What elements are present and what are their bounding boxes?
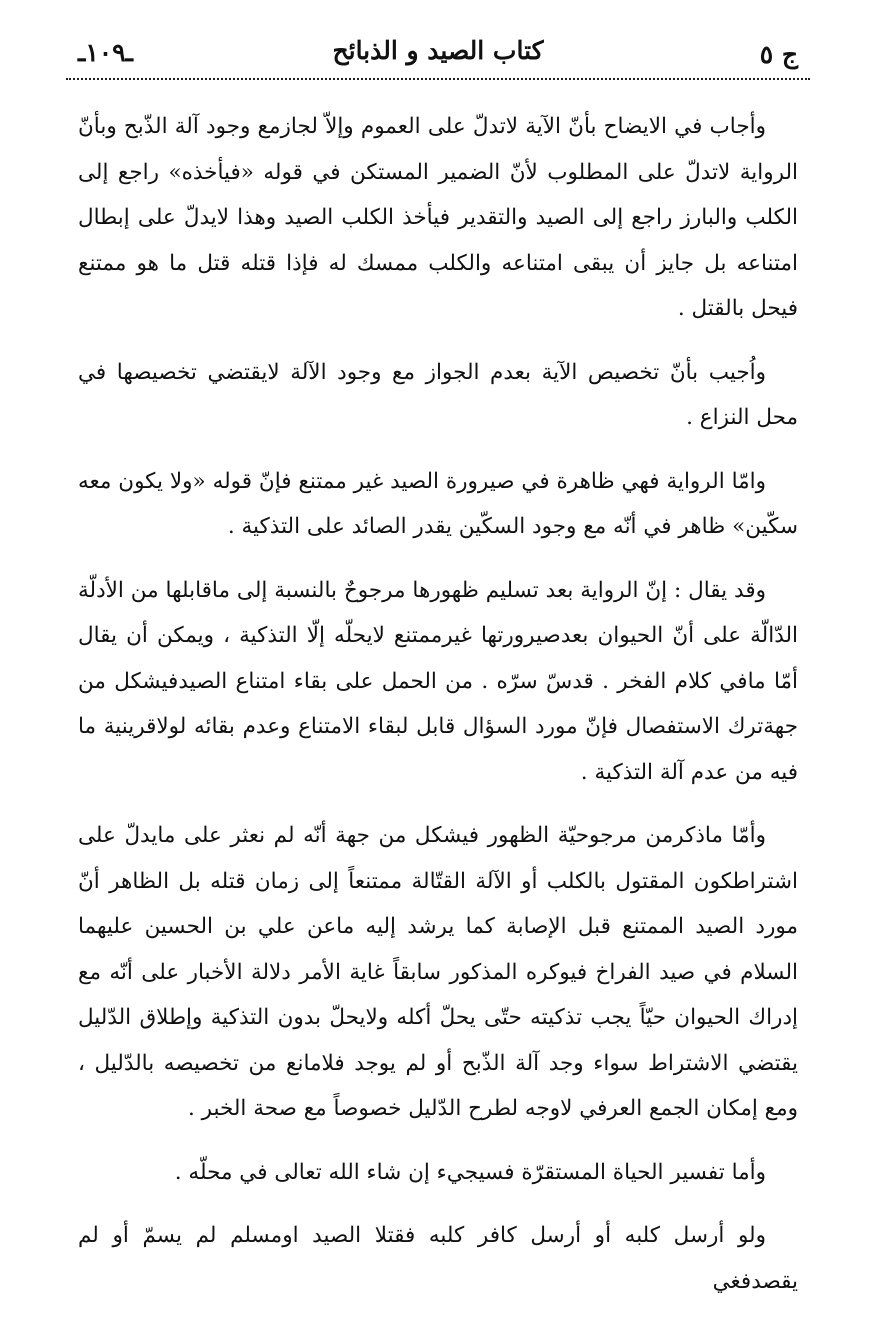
paragraph: وقد يقال : إنّ الرواية بعد تسليم ظهورها مرجوحٌ بالنسبة إلى ماقابلها من الأدلّة الدّالّة على أنّ الحيوان بعدصيرورتها غيرممتنع لايحلّه إلّا التذكية ، ويمكن أن يقال أمّا مافي كلام الفخر . قدسّ سرّه . من الحمل على بقاء امتناع الصيدفيشكل من جهةترك الاستفصال فإنّ مورد السؤال قابل لبقاء الامتناع وعدم بقائه لولاقرينية ما فيه من عدم آلة التذكية .	[78, 577, 798, 785]
paragraph: وأما تفسير الحياة المستقرّة فسيجيء إن شاء الله تعالى في محلّه .	[174, 1159, 766, 1185]
paragraph: واُجيب بأنّ تخصيص الآية بعدم الجواز مع وجود الآلة لايقتضي تخصيصها في محل النزاع .	[78, 359, 798, 430]
volume-label: ج ٥	[759, 40, 798, 69]
page-header	[78, 30, 798, 76]
page-number: ـ١٠٩ـ	[78, 38, 133, 67]
header-divider	[66, 78, 810, 80]
paragraph: وامّا الرواية فهي ظاهرة في صيرورة الصيد غير ممتنع فإنّ قوله «ولا يكون معه سكّين» ظاهر في أنّه مع وجود السكّين يقدر الصائد على التذكية .	[78, 468, 798, 539]
paragraph: ولو أرسل كلبه أو أرسل كافر كلبه فقتلا الصيد اومسلم لم يسمّ أو لم يقصدفغي	[78, 1223, 798, 1294]
book-title: كتاب الصيد و الذبائح	[332, 36, 544, 65]
page-body	[78, 104, 798, 1322]
paragraph: وأجاب في الايضاح بأنّ الآية لاتدلّ على العموم وإلاّ لجازمع وجود آلة الذّبح وبأنّ الرواية لاتدلّ على المطلوب لأنّ الضمير المستكن في قوله «فيأخذه» راجع إلى الكلب والبارز راجع إلى الصيد والتقدير فيأخذ الكلب الصيد وهذا لايدلّ على إبطال امتناعه بل جايز أن يبقى امتناعه والكلب ممسك له فإذا قتله قتل ما هو ممتنع فيحل بالقتل .	[78, 114, 798, 321]
paragraph: وأمّا ماذكرمن مرجوحيّة الظهور فيشكل من جهة أنّه لم نعثر على مايدلّ على اشتراطكون المقتول بالكلب أو الآلة القتّالة ممتنعاً إلى زمان قتله بل الظاهر أنّ مورد الصيد الممتنع قبل الإصابة كما يرشد إليه ماعن علي بن الحسين عليهما السلام في صيد الفراخ فيوكره المذكور سابقاً غاية الأمر دلالة الأخبار على أنّه مع إدراك الحيوان حيّاً يجب تذكيته حتّى يحلّ أكله ولايحلّ بدون التذكية وإطلاق الدّليل يقتضي الاشتراط سواء وجد آلة الذّبح أو لم يوجد فلامانع من تخصيصه بالدّليل ، ومع إمكان الجمع العرفي لاوجه لطرح الدّليل خصوصاً مع صحة الخبر .	[78, 823, 798, 1121]
